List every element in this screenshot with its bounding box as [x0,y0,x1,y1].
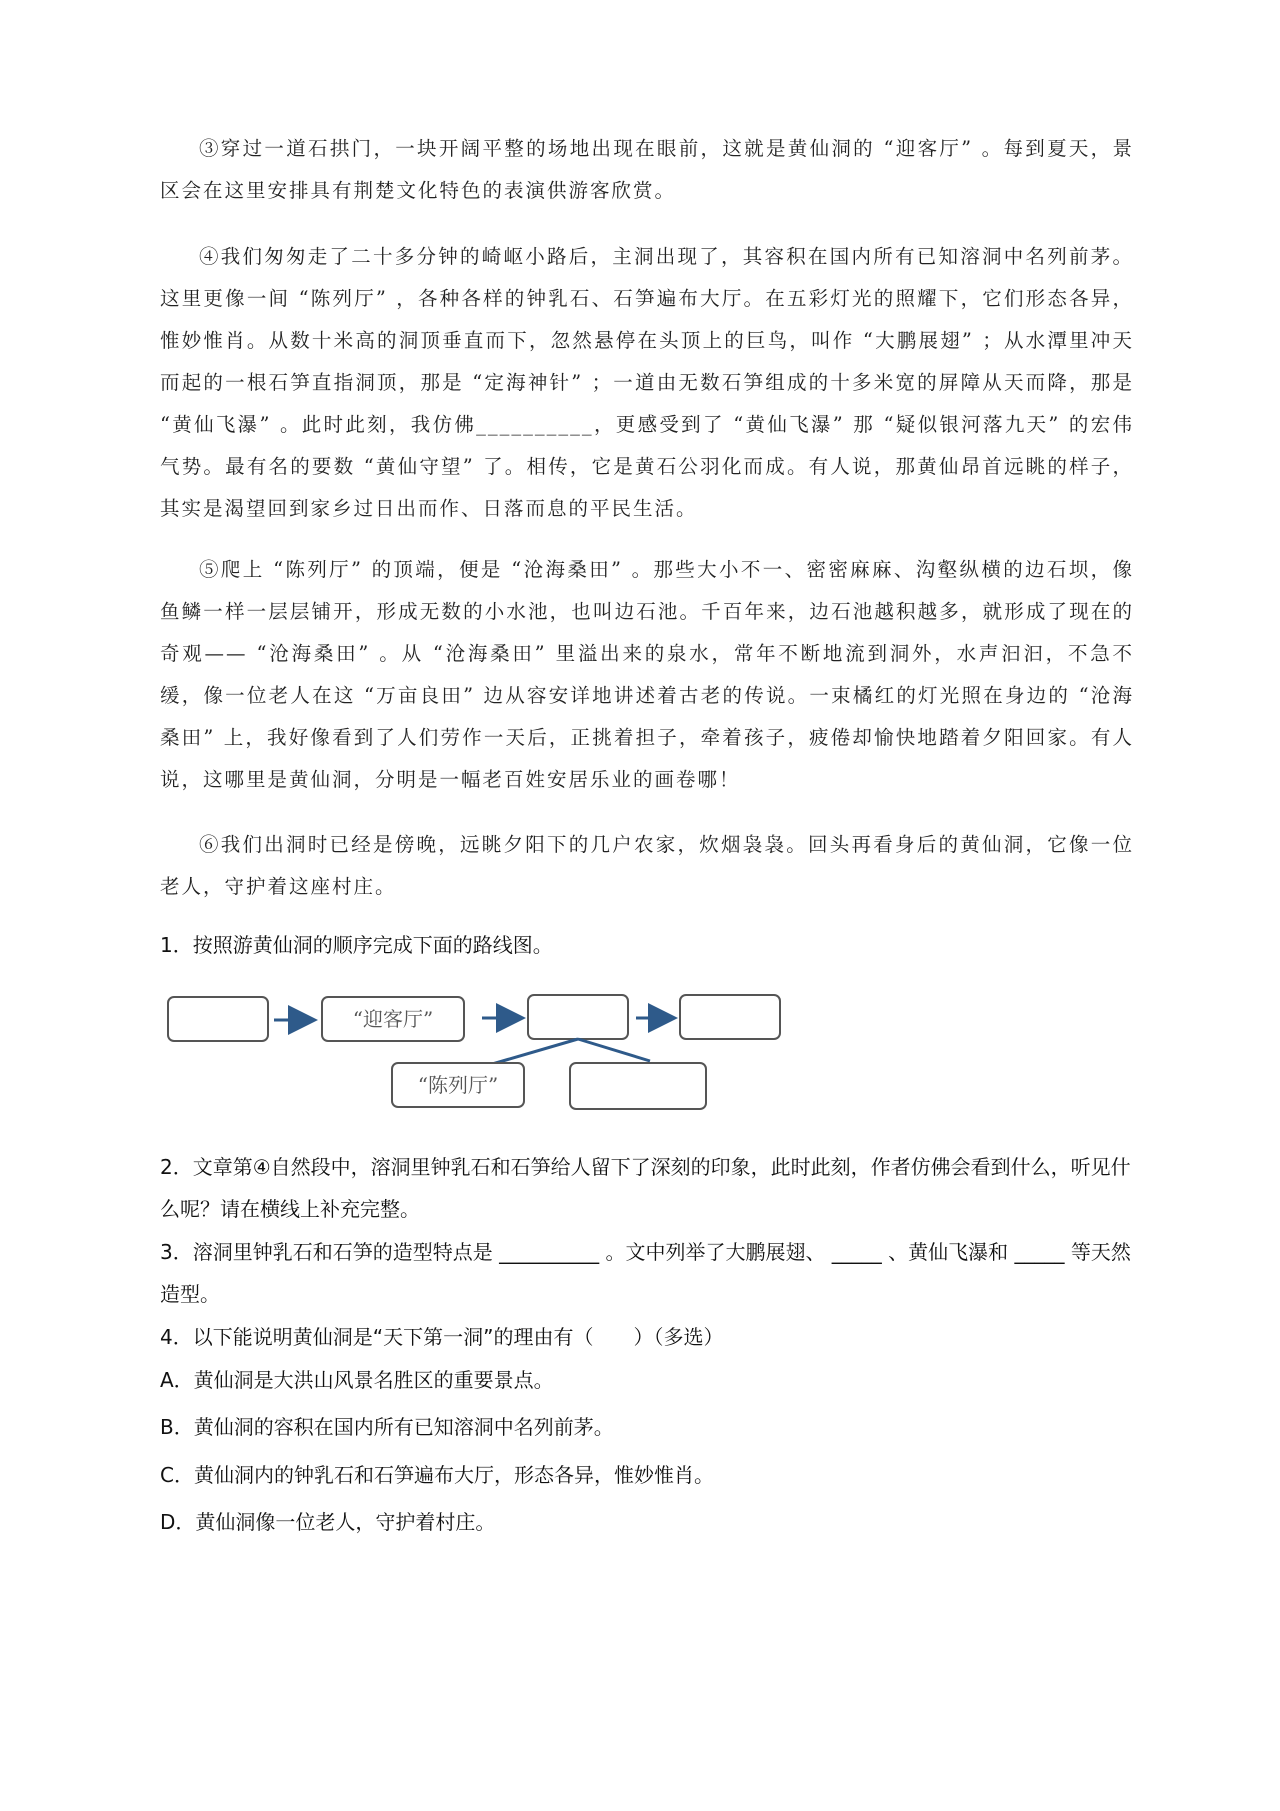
option-b[interactable]: B．黄仙洞的容积在国内所有已知溶洞中名列前茅。 [160,1415,614,1439]
option-c[interactable]: C．黄仙洞内的钟乳石和石笋遍布大厅，形态各异，惟妙惟肖。 [160,1463,714,1487]
blank-box-3[interactable] [680,995,780,1039]
option-a[interactable]: A．黄仙洞是大洪山风景名胜区的重要景点。 [160,1368,554,1392]
blank-box-4[interactable] [570,1063,706,1109]
blank-box-2[interactable] [528,995,628,1039]
option-d[interactable]: D．黄仙洞像一位老人，守护着村庄。 [160,1510,496,1534]
hall-label: “迎客厅” [352,1007,434,1031]
paragraph-4: ④我们匆匆走了二十多分钟的崎岖小路后，主洞出现了，其容积在国内所有已知溶洞中名列前茅。这里更像一间 “陈列厅” ，各种各样的钟乳石、石笋遍布大厅。在五彩灯光的照耀下，它们形态各异，惟妙惟肖。从数十米高的洞顶垂直而下，忽然悬停在头顶上的巨鸟，叫作 “大鹏展翅” ；从水潭里冲天而起的一根石笋直指洞顶，那是 “定海神针” ；一道由无数石笋组成的十多米宽的屏障从天而降，那是 “黄仙飞瀑” 。此时此刻，我仿佛__________，更感受到了 “黄仙飞瀑” 那 “疑似银河落九天” 的宏伟气势。最有名的要数 “黄仙守望” 了。相传，它是黄石公羽化而成。有人说，那黄仙昂首远眺的样子，其实是渴望回到家乡过日出而作、日落而息的平民生活。 [160,245,1134,520]
route-diagram [160,985,800,1120]
paragraph-3: ③穿过一道石拱门，一块开阔平整的场地出现在眼前，这就是黄仙洞的 “迎客厅” 。每到夏天，景区会在这里安排具有荆楚文化特色的表演供游客欣赏。 [160,137,1134,202]
paragraph-6: ⑥我们出洞时已经是傍晚，远眺夕阳下的几户农家，炊烟袅袅。回头再看身后的黄仙洞，它像一位老人，守护着这座村庄。 [160,833,1134,898]
exhibit-label: “陈列厅” [417,1073,499,1097]
question-3: 3．溶洞里钟乳石和石笋的造型特点是 __________ 。文中列举了大鹏展翅、 _____ 、黄仙飞瀑和 _____ 等天然造型。 [160,1240,1131,1306]
paragraph-5: ⑤爬上 “陈列厅” 的顶端，便是 “沧海桑田” 。那些大小不一、密密麻麻、沟壑纵横的边石坝，像鱼鳞一样一层层铺开，形成无数的小水池，也叫边石池。千百年来，边石池越积越多，就形成了现在的奇观—— “沧海桑田” 。从 “沧海桑田” 里溢出来的泉水，常年不断地流到洞外，水声汩汩，不急不缓，像一位老人在这 “万亩良田” 边从容安详地讲述着古老的传说。一束橘红的灯光照在身边的 “沧海桑田” 上，我好像看到了人们劳作一天后，正挑着担子，牵着孩子，疲倦却愉快地踏着夕阳回家。有人说，这哪里是黄仙洞，分明是一幅老百姓安居乐业的画卷哪！ [160,558,1134,791]
blank-box-1[interactable] [168,997,268,1041]
branch-right [578,1039,650,1061]
question-4: 4．以下能说明黄仙洞是“天下第一洞”的理由有（ ）（多选） [160,1325,724,1349]
question-1: 1．按照游黄仙洞的顺序完成下面的路线图。 [160,933,553,957]
question-2: 2．文章第④自然段中，溶洞里钟乳石和石笋给人留下了深刻的印象，此时此刻，作者仿佛会看到什么，听见什么呢？请在横线上补充完整。 [160,1155,1131,1221]
